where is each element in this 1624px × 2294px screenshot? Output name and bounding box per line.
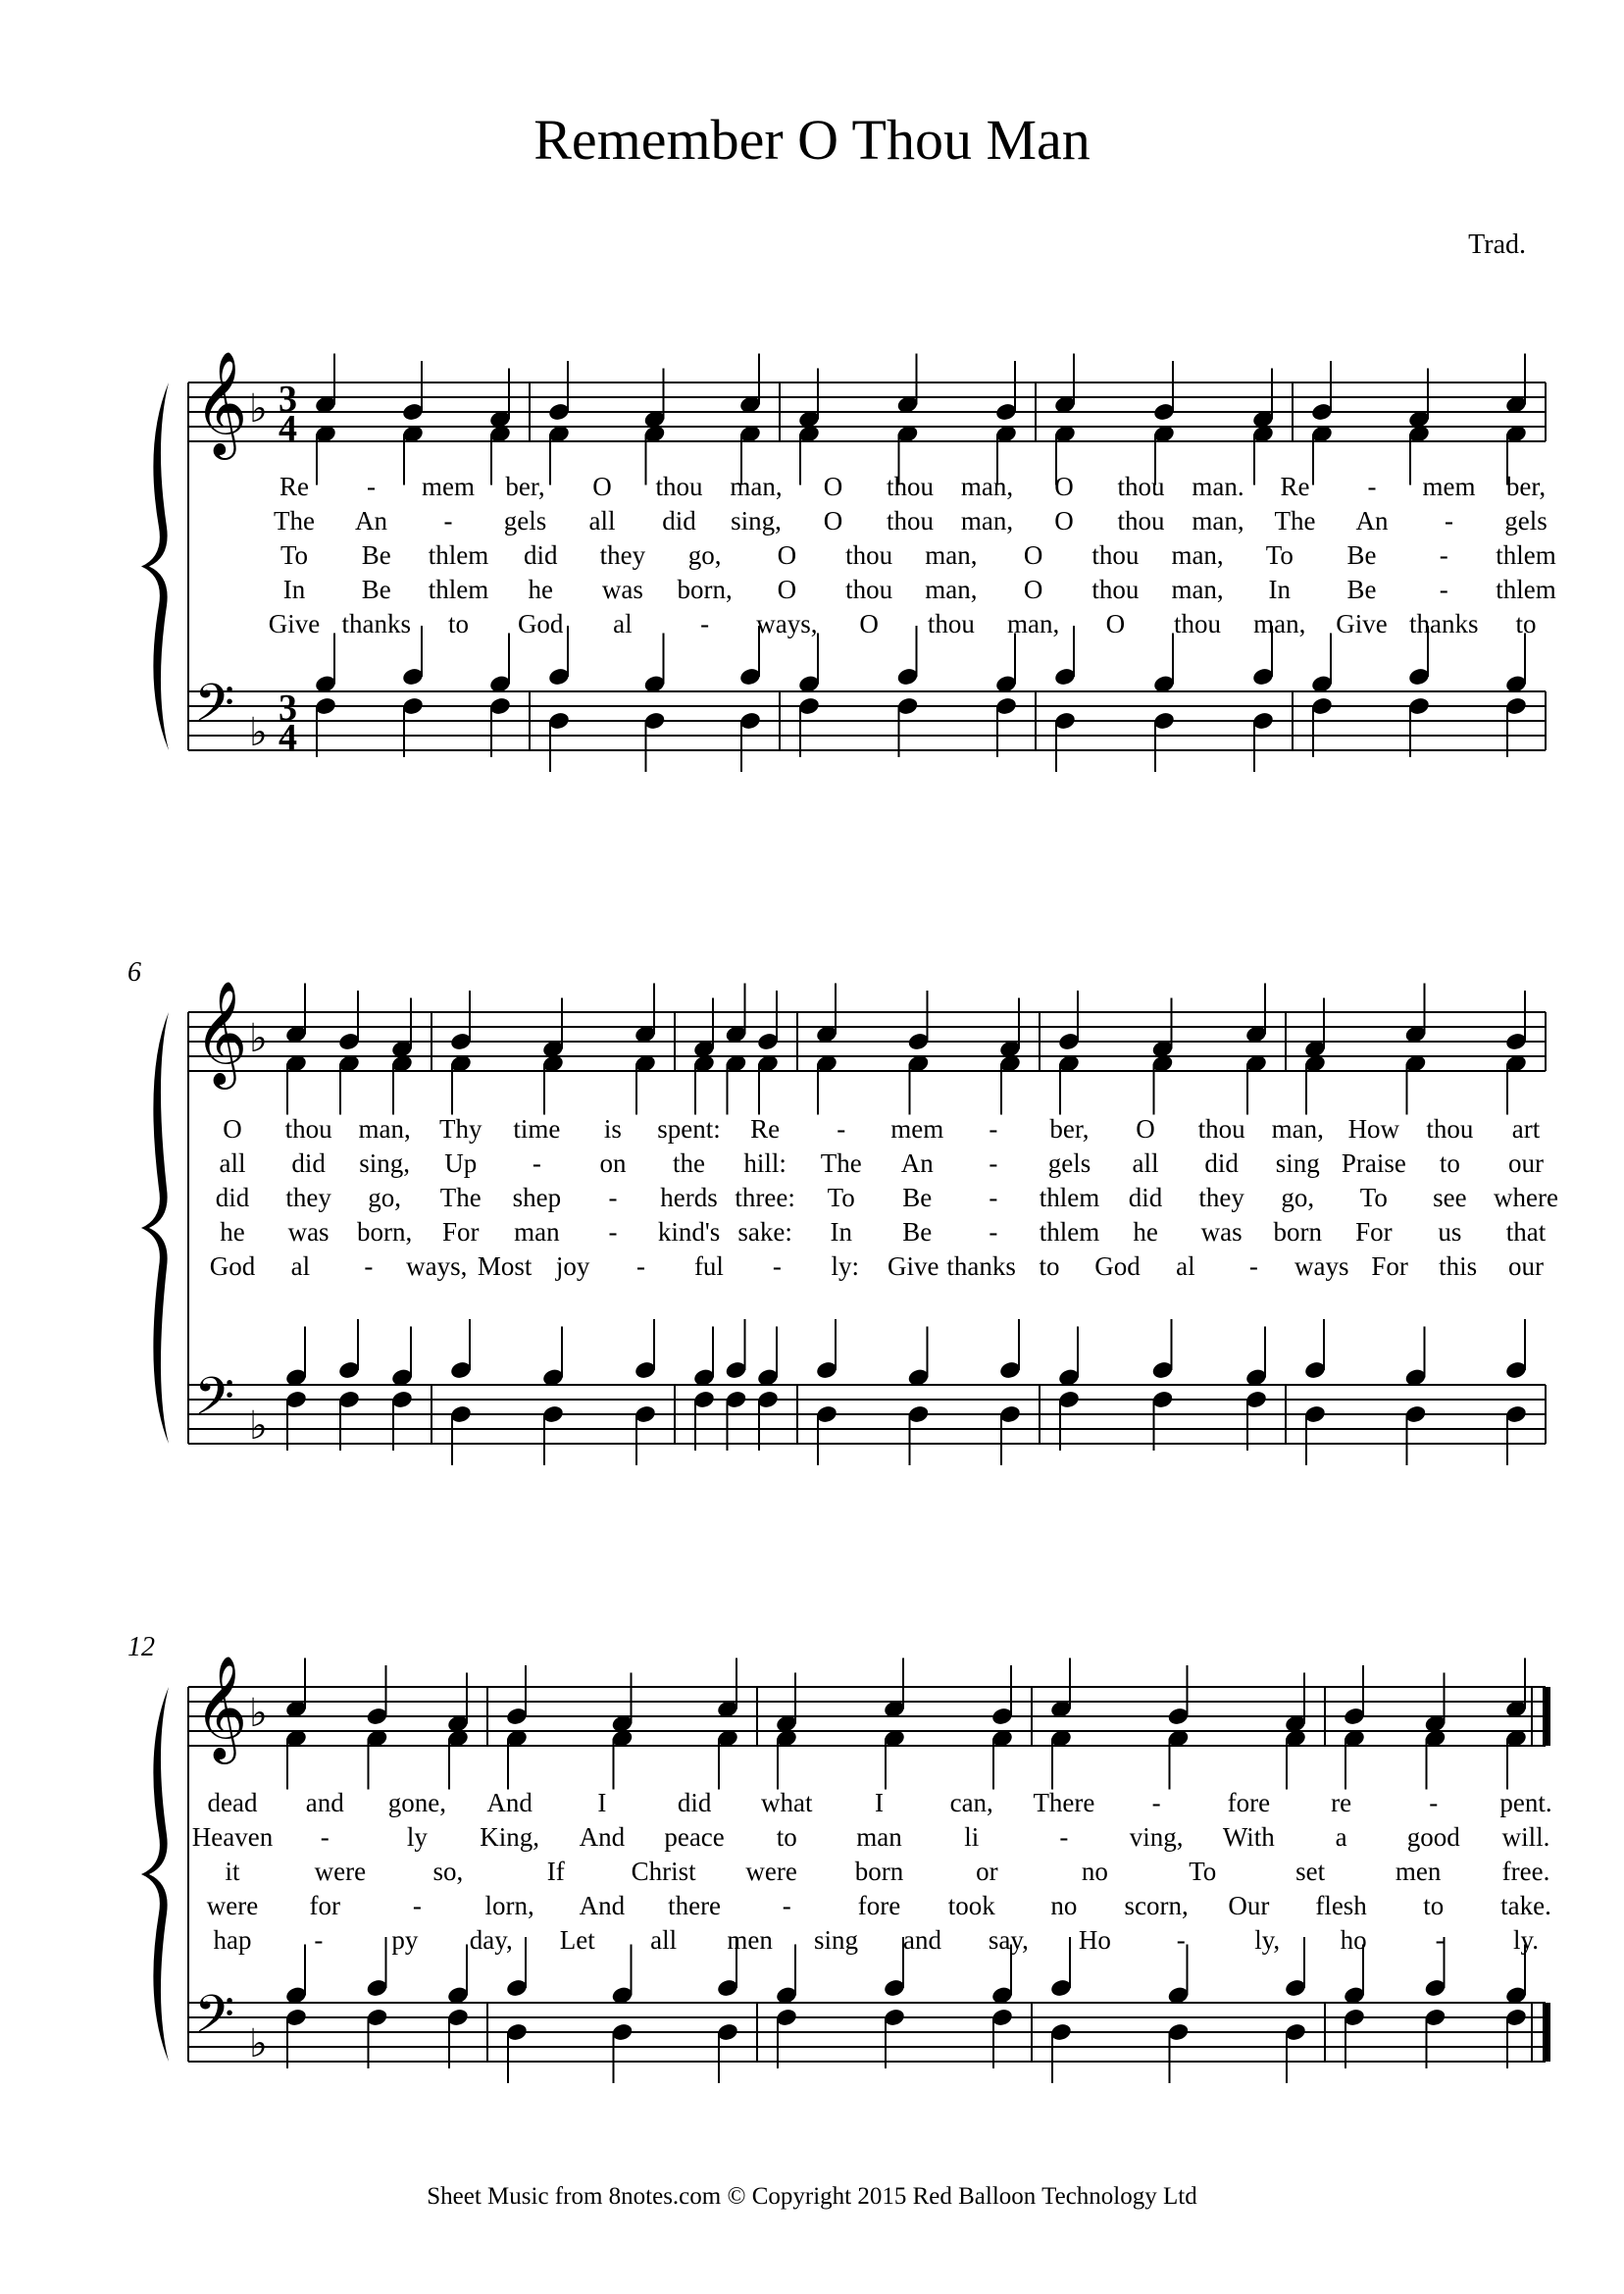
lyric-syllable: man, [925,575,978,604]
lyric-syllable: born [854,1857,904,1886]
lyric-syllable: a [1335,1822,1347,1852]
time-signature-denominator: 4 [279,408,297,449]
lyric-syllable: thou [1117,506,1165,535]
lyric-syllable: - [1435,1925,1445,1955]
lyric-syllable: - [782,1891,791,1920]
lyric-syllable: fore [1227,1788,1271,1817]
lyric-syllable: thou [845,575,893,604]
lyric-syllable: thanks [1409,609,1479,638]
bass-clef-icon: 𝄢 [194,1985,235,2058]
time-signature-denominator: 4 [279,717,297,758]
lyric-syllable: thlem [1039,1183,1100,1212]
lyric-syllable: ly [406,1822,428,1852]
lyric-syllable: were [206,1891,259,1920]
lyric-syllable: men [1395,1857,1442,1886]
flat-key-signature-icon: ♭ [249,1691,268,1736]
lyric-syllable: was [601,575,643,604]
lyric-syllable: - [1248,1251,1258,1281]
lyric-syllable: - [837,1114,846,1144]
lyric-syllable: O [1054,506,1074,535]
lyric-syllable: O [823,472,843,501]
lyric-syllable: - [1439,575,1448,604]
lyric-syllable: - [314,1925,324,1955]
lyric-syllable: To [1359,1183,1388,1212]
lyric-syllable: us [1438,1217,1462,1247]
lyric-syllable: ways, [756,609,818,638]
lyric-syllable: man [856,1822,902,1852]
lyric-syllable: Our [1228,1891,1270,1920]
lyric-syllable: men [727,1925,773,1955]
lyric-syllable: man, [1171,540,1224,570]
lyric-syllable: I [597,1788,607,1817]
lyric-syllable: Give [1336,609,1388,638]
lyric-syllable: that [1505,1217,1547,1247]
lyric-syllable: day, [469,1925,513,1955]
lyric-syllable: In [1268,575,1292,604]
lyric-syllable: it [225,1857,240,1886]
lyric-syllable: man, [1192,506,1244,535]
lyric-syllable: did [523,540,558,570]
lyric-syllable: three: [735,1183,795,1212]
lyric-syllable: al [1176,1251,1195,1281]
lyric-syllable: - [700,609,710,638]
lyric-syllable: - [608,1217,618,1247]
lyric-syllable: thou [845,540,893,570]
lyric-syllable: flesh [1315,1891,1367,1920]
lyric-syllable: thou [1174,609,1222,638]
lyric-syllable: - [989,1114,998,1144]
lyric-syllable: py [391,1925,419,1955]
bass-clef-icon: 𝄢 [194,1367,235,1440]
lyric-syllable: hap [213,1925,252,1955]
lyric-syllable: Be [361,540,391,570]
lyric-syllable: mem [890,1114,944,1144]
lyric-syllable: take. [1500,1891,1551,1920]
lyric-syllable: man, [1006,609,1060,638]
lyric-syllable: all [1132,1148,1159,1178]
lyric-syllable: Up [444,1148,478,1178]
lyric-syllable: man, [1253,609,1306,638]
lyric-syllable: sing [1275,1148,1320,1178]
lyric-syllable: Be [902,1217,933,1247]
lyric-syllable: scorn, [1124,1891,1189,1920]
lyric-syllable: Most [477,1251,533,1281]
lyric-syllable: ber, [1049,1114,1090,1144]
lyric-syllable: the [673,1148,706,1178]
lyric-syllable: thou [927,609,975,638]
lyric-syllable: no [1050,1891,1078,1920]
lyric-syllable: our [1508,1251,1544,1281]
lyric-syllable: thou [1117,472,1165,501]
lyric-syllable: mem [422,472,475,501]
lyric-syllable: our [1508,1148,1544,1178]
flat-key-signature-icon: ♭ [249,1016,268,1061]
lyric-syllable: O [1105,609,1126,638]
lyric-syllable: set [1295,1857,1326,1886]
lyric-syllable: Give [887,1251,939,1281]
lyric-syllable: O [1023,540,1043,570]
lyric-syllable: he [220,1217,245,1247]
lyric-syllable: ways, [406,1251,468,1281]
lyric-syllable: An [900,1148,934,1178]
lyric-syllable: There [1033,1788,1095,1817]
lyric-syllable: Be [361,575,391,604]
lyric-syllable: For [442,1217,480,1247]
lyric-syllable: Re [1280,472,1310,501]
lyric-syllable: To [1189,1857,1217,1886]
time-signature-numerator: 3 [279,688,297,729]
lyric-syllable: ving, [1129,1822,1184,1852]
lyric-syllable: so, [432,1857,464,1886]
lyric-syllable: O [1054,472,1074,501]
lyric-syllable: born, [677,575,733,604]
lyric-syllable: The [274,506,315,535]
lyric-syllable: on [599,1148,627,1178]
lyric-syllable: joy [555,1251,590,1281]
bass-clef-icon: 𝄢 [194,674,235,746]
flat-key-signature-icon: ♭ [249,710,268,755]
lyric-syllable: - [989,1148,998,1178]
lyric-syllable: - [989,1217,998,1247]
lyric-syllable: - [1176,1925,1186,1955]
lyric-syllable: - [367,472,376,501]
lyric-syllable: And [579,1822,626,1852]
lyric-syllable: mem [1422,472,1476,501]
treble-clef-icon: 𝄞 [194,1655,248,1759]
lyric-syllable: O [592,472,612,501]
lyric-syllable: Re [750,1114,781,1144]
lyric-syllable: ful [693,1251,724,1281]
lyric-syllable: sing [814,1925,859,1955]
lyric-syllable: ber, [1505,472,1547,501]
lyric-syllable: free. [1501,1857,1550,1886]
flat-key-signature-icon: ♭ [249,1403,268,1449]
lyric-syllable: were [745,1857,797,1886]
lyric-syllable: To [827,1183,855,1212]
score-title: Remember O Thou Man [533,108,1091,172]
lyric-syllable: were [314,1857,367,1886]
lyric-syllable: - [608,1183,618,1212]
composer-credit: Trad. [1468,229,1526,260]
lyric-syllable: For [1371,1251,1408,1281]
lyric-syllable: ber, [505,472,545,501]
lyric-syllable: - [636,1251,646,1281]
lyric-syllable: - [1445,506,1453,535]
lyric-syllable: man, [358,1114,411,1144]
lyric-syllable: all [219,1148,246,1178]
lyric-syllable: man, [730,472,783,501]
lyric-syllable: Heaven [191,1822,274,1852]
lyric-syllable: born, [357,1217,413,1247]
lyric-syllable: man. [1192,472,1244,501]
lyric-syllable: this [1439,1251,1478,1281]
lyric-syllable: dead [207,1788,258,1817]
lyric-syllable: gels [503,506,547,535]
measure-number: 12 [127,1632,155,1662]
lyric-syllable: no [1081,1857,1108,1886]
lyric-syllable: sake: [737,1217,792,1247]
lyric-syllable: - [1059,1822,1069,1852]
lyric-syllable: God [209,1251,256,1281]
lyric-syllable: gone, [387,1788,447,1817]
lyric-syllable: - [532,1148,541,1178]
lyric-syllable: sing, [731,506,782,535]
lyric-syllable: there [668,1891,722,1920]
lyric-syllable: To [279,540,309,570]
lyric-syllable: The [439,1183,482,1212]
lyric-syllable: In [282,575,306,604]
lyric-syllable: God [517,609,564,638]
lyric-syllable: thlem [428,575,489,604]
lyric-syllable: - [1367,472,1377,501]
lyric-syllable: - [989,1183,998,1212]
lyric-syllable: man, [1271,1114,1324,1144]
lyric-syllable: did [215,1183,250,1212]
lyric-syllable: to [776,1822,797,1852]
lyric-syllable: man [514,1217,560,1247]
lyric-syllable: did [677,1788,712,1817]
lyric-syllable: good [1406,1822,1460,1852]
lyric-syllable: to [1039,1251,1060,1281]
lyric-syllable: say, [988,1925,1029,1955]
lyric-syllable: King, [480,1822,540,1852]
lyric-syllable: art [1511,1114,1541,1144]
lyric-syllable: In [830,1217,852,1247]
lyric-syllable: thou [655,472,703,501]
treble-clef-icon: 𝄞 [194,980,248,1085]
lyric-syllable: O [777,540,797,570]
lyric-syllable: - [772,1251,782,1281]
lyric-syllable: If [546,1857,565,1886]
lyric-syllable: did [662,506,696,535]
system-2-brace [141,1012,169,1444]
lyric-syllable: Be [1346,540,1377,570]
lyric-syllable: time [513,1114,561,1144]
lyric-syllable: - [1439,540,1448,570]
lyric-syllable: al [290,1251,311,1281]
lyric-syllable: was [1200,1217,1243,1247]
lyric-syllable: O [1023,575,1043,604]
lyric-syllable: thlem [1039,1217,1100,1247]
lyric-syllable: With [1222,1822,1275,1852]
lyric-syllable: thou [1197,1114,1245,1144]
lyric-syllable: thlem [428,540,489,570]
lyric-syllable: go, [368,1183,402,1212]
lyric-syllable: they [285,1183,331,1212]
lyric-syllable: An [1355,506,1389,535]
lyric-syllable: An [355,506,387,535]
lyric-syllable: he [1133,1217,1158,1247]
lyric-syllable: they [599,540,646,570]
lyric-syllable: is [603,1114,622,1144]
lyric-syllable: I [875,1788,884,1817]
lyric-syllable: thlem [1496,540,1556,570]
lyric-syllable: - [364,1251,374,1281]
lyric-syllable: go, [687,540,722,570]
lyric-syllable: Be [902,1183,933,1212]
lyric-syllable: - [1151,1788,1161,1817]
lyric-syllable: did [1128,1183,1163,1212]
lyric-syllable: all [588,506,616,535]
lyric-syllable: herds [660,1183,718,1212]
lyric-syllable: what [761,1788,813,1817]
lyric-syllable: or [976,1857,998,1886]
system-1-brace [141,382,169,750]
lyric-syllable: thou [886,506,935,535]
lyric-syllable: thou [1091,540,1140,570]
lyric-syllable: - [320,1822,330,1852]
lyric-syllable: man, [925,540,978,570]
final-barline [1543,1687,1550,1746]
lyric-syllable: ly, [1254,1925,1281,1955]
lyric-syllable: O [823,506,843,535]
lyric-syllable: man, [960,506,1014,535]
lyric-syllable: took [947,1891,995,1920]
lyric-syllable: Re [279,472,309,501]
lyric-syllable: ho [1340,1925,1367,1955]
lyric-syllable: thou [1426,1114,1474,1144]
lyric-syllable: Give [268,609,321,638]
lyric-syllable: to [1423,1891,1445,1920]
lyric-syllable: for [309,1891,340,1920]
lyric-syllable: thanks [341,609,411,638]
lyric-syllable: gels [1504,506,1548,535]
lyric-syllable: was [287,1217,330,1247]
lyric-syllable: O [777,575,797,604]
lyric-syllable: ly: [831,1251,860,1281]
lyric-syllable: O [1136,1114,1155,1144]
lyric-syllable: O [859,609,879,638]
lyric-syllable: thou [886,472,935,501]
lyric-syllable: O [223,1114,242,1144]
lyric-syllable: they [1198,1183,1244,1212]
lyric-syllable: - [1429,1788,1439,1817]
lyric-syllable: To [1265,540,1294,570]
lyric-syllable: thou [1091,575,1140,604]
lyric-syllable: spent: [657,1114,721,1144]
lyric-syllable: fore [857,1891,901,1920]
copyright-footer: Sheet Music from 8notes.com © Copyright 2015 Red Balloon Technology Ltd [427,2183,1197,2210]
time-signature-numerator: 3 [279,379,297,420]
lyric-syllable: and [305,1788,344,1817]
lyric-syllable: to [1439,1148,1460,1178]
lyric-syllable: lorn, [484,1891,534,1920]
lyric-syllable: peace [664,1822,725,1852]
lyric-syllable: man, [1171,575,1224,604]
lyric-syllable: thou [284,1114,332,1144]
lyric-syllable: Thy [439,1114,482,1144]
lyric-syllable: hill: [743,1148,787,1178]
lyric-syllable: Praise [1341,1148,1406,1178]
lyric-syllable: Christ [631,1857,696,1886]
lyric-syllable: go, [1281,1183,1315,1212]
lyric-syllable: The [1274,506,1316,535]
lyric-syllable: The [820,1148,862,1178]
flat-key-signature-icon: ♭ [249,386,268,432]
lyric-syllable: did [291,1148,326,1178]
lyric-syllable: all [650,1925,678,1955]
lyric-syllable: where [1494,1183,1558,1212]
lyric-syllable: to [1515,609,1537,638]
lyric-syllable: gels [1047,1148,1091,1178]
lyric-syllable: li [964,1822,980,1852]
final-barline [1543,2003,1550,2062]
lyric-syllable: ways [1294,1251,1349,1281]
lyric-syllable: to [447,609,469,638]
lyric-syllable: and [902,1925,941,1955]
lyric-syllable: For [1355,1217,1393,1247]
lyric-syllable: Let [559,1925,595,1955]
lyric-syllable: re [1331,1788,1352,1817]
lyric-syllable: see [1433,1183,1467,1212]
lyric-syllable: did [1204,1148,1239,1178]
lyric-syllable: And [579,1891,626,1920]
lyric-syllable: And [486,1788,533,1817]
lyric-syllable: ly. [1513,1925,1539,1955]
lyric-syllable: - [443,506,453,535]
system-3-brace [141,1687,169,2062]
lyric-syllable: Ho [1078,1925,1111,1955]
flat-key-signature-icon: ♭ [249,2021,268,2066]
lyric-syllable: al [613,609,633,638]
lyric-syllable: God [1094,1251,1141,1281]
lyric-syllable: Be [1346,575,1377,604]
lyric-syllable: he [528,575,553,604]
lyric-syllable: kind's [657,1217,721,1247]
lyric-syllable: born [1273,1217,1322,1247]
lyric-syllable: How [1347,1114,1400,1144]
lyric-syllable: will. [1501,1822,1550,1852]
lyric-syllable: - [412,1891,422,1920]
lyric-syllable: man, [960,472,1014,501]
lyric-syllable: can, [949,1788,993,1817]
lyric-syllable: pent. [1499,1788,1552,1817]
lyric-syllable: thlem [1496,575,1556,604]
measure-number: 6 [127,957,141,988]
treble-clef-icon: 𝄞 [194,350,248,455]
lyric-syllable: shep [512,1183,562,1212]
lyric-syllable: thanks [946,1251,1016,1281]
lyric-syllable: sing, [359,1148,411,1178]
